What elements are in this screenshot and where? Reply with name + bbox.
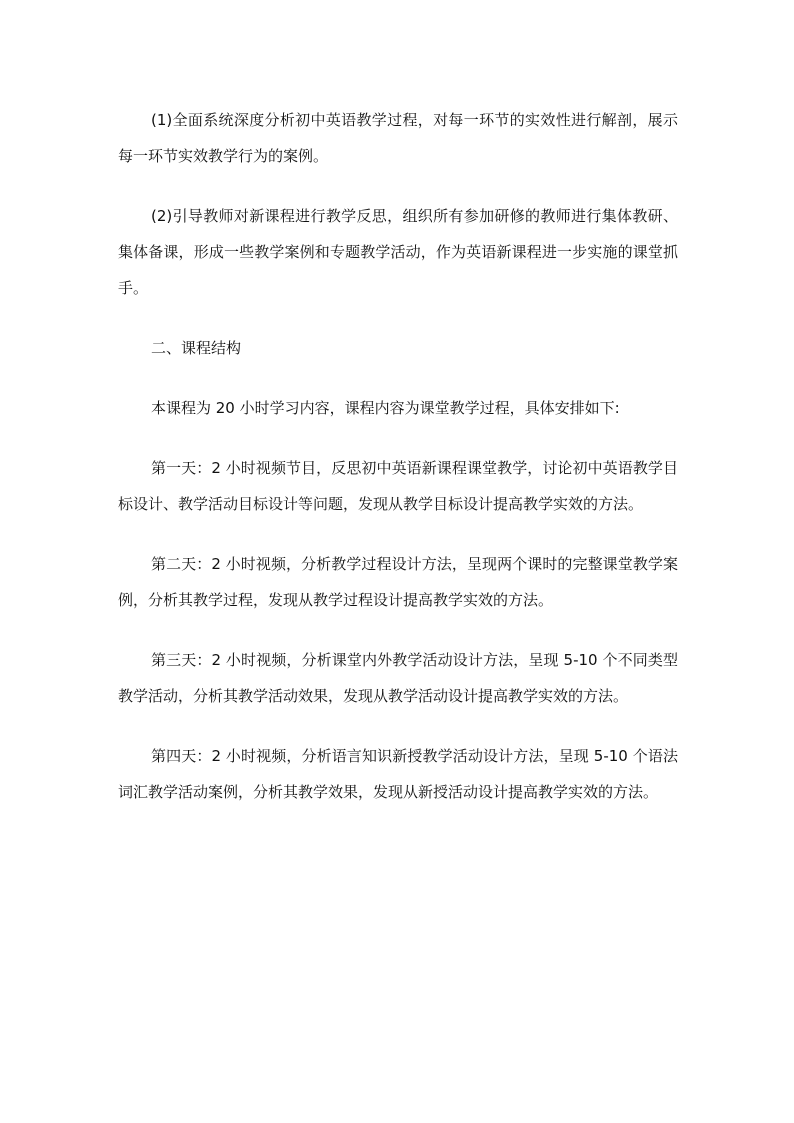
document-body (118, 102, 678, 834)
paragraph-day-4: 第四天：2 小时视频，分析语言知识新授教学活动设计方法，呈现 5-10 个语法词汇教学活动案例，分析其教学效果，发现从新授活动设计提高教学实效的方法。 (118, 747, 678, 801)
section-heading-course-structure: 二、课程结构 (151, 339, 242, 357)
paragraph-day-3: 第三天：2 小时视频，分析课堂内外教学活动设计方法，呈现 5-10 个不同类型教学活动，分析其教学活动效果，发现从教学活动设计提高教学实效的方法。 (118, 651, 678, 705)
paragraph-day-1: 第一天：2 小时视频节目，反思初中英语新课程课堂教学，讨论初中英语教学目标设计、教学活动目标设计等问题，发现从教学目标设计提高教学实效的方法。 (118, 459, 678, 513)
paragraph-objective-2: (2)引导教师对新课程进行教学反思，组织所有参加研修的教师进行集体教研、集体备课，形成一些教学案例和专题教学活动，作为英语新课程进一步实施的课堂抓手。 (118, 207, 678, 297)
paragraph-course-overview: 本课程为 20 小时学习内容，课程内容为课堂教学过程，具体安排如下: (151, 399, 620, 417)
paragraph-objective-1: (1)全面系统深度分析初中英语教学过程，对每一环节的实效性进行解剖，展示每一环节实效教学行为的案例。 (118, 111, 678, 165)
paragraph-day-2: 第二天：2 小时视频，分析教学过程设计方法，呈现两个课时的完整课堂教学案例，分析其教学过程，发现从教学过程设计提高教学实效的方法。 (118, 555, 678, 609)
